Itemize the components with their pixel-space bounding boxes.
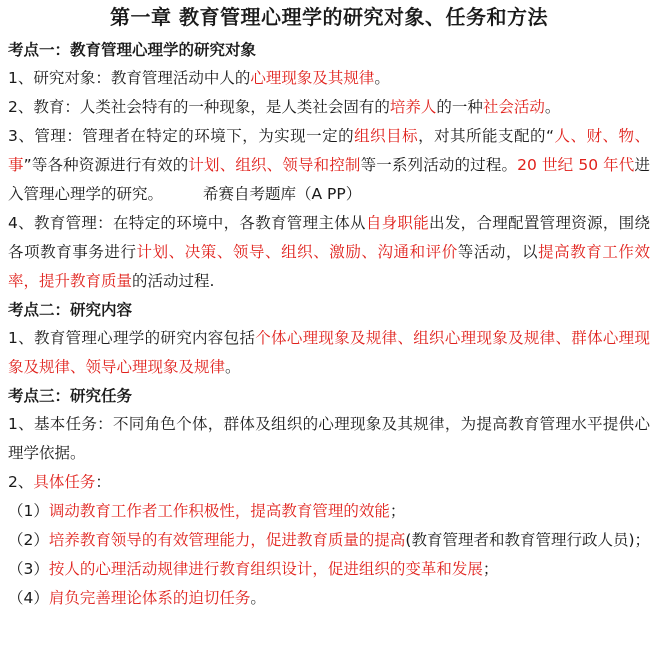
- text-run: (教育管理者和教育管理行政人员)；: [405, 531, 650, 549]
- highlighted-text: 培养教育领导的有效管理能力，促进教育质量的提高: [48, 531, 406, 549]
- text-run: ；: [389, 502, 406, 520]
- text-run: （1）: [8, 502, 49, 520]
- text-run: 的一种: [436, 98, 483, 116]
- text-run: 。: [225, 358, 241, 376]
- paragraph: [8, 410, 650, 468]
- document-body: [8, 36, 650, 613]
- text-run: ”等各种资源进行有效的: [23, 156, 189, 174]
- text-run: 1、基本任务：不同角色个体，群体及组织的心理现象及其规律，为提高教育管理水平提供心理学依据。: [8, 415, 650, 462]
- text-run: 进入管理心理学的研究。: [8, 156, 650, 203]
- paragraph: [8, 526, 650, 555]
- paragraph: [8, 93, 650, 122]
- highlighted-text: 社会活动: [482, 98, 545, 116]
- text-run: 2、: [8, 473, 34, 491]
- text-run: 2、教育：人类社会特有的一种现象，是人类社会固有的: [8, 98, 390, 116]
- paragraph: [8, 497, 650, 526]
- highlighted-text: 提高教育工作效率，提升教育质量: [8, 243, 650, 290]
- highlighted-text: 按人的心理活动规律进行教育组织设计，促进组织的变革和发展: [48, 560, 483, 578]
- highlighted-text: 20 世纪 50 年代: [517, 156, 635, 174]
- highlighted-text: 肩负完善理论体系的迫切任务: [48, 589, 251, 607]
- highlighted-text: 具体任务: [33, 473, 96, 491]
- section-heading: 考点二：研究内容: [8, 301, 133, 319]
- text-run: 等活动，以: [457, 243, 539, 261]
- text-run: 4、教育管理：在特定的环境中，各教育管理主体从: [8, 214, 366, 232]
- highlighted-text: 培养人: [389, 98, 437, 116]
- text-run: 1、教育管理心理学的研究内容包括: [8, 329, 256, 347]
- paragraph: [8, 468, 650, 497]
- highlighted-text: 计划、决策、领导、组织、激励、沟通和评价: [136, 243, 458, 261]
- text-run: （4）: [8, 589, 49, 607]
- paragraph: [8, 324, 650, 382]
- highlighted-text: 调动教育工作者工作积极性，提高教育管理的效能: [48, 502, 390, 520]
- text-run: 。: [250, 589, 266, 607]
- text-run: 3、管理：管理者在特定的环境下，为实现一定的: [8, 127, 355, 145]
- paragraph: [8, 555, 650, 584]
- text-run: ；: [482, 560, 499, 578]
- text-run: 希赛自考题库（A PP）: [203, 185, 362, 203]
- highlighted-text: 人、财、物、事: [8, 127, 650, 174]
- paragraph: [8, 209, 650, 296]
- text-run: 的活动过程.: [132, 272, 215, 290]
- text-run: 。: [374, 69, 390, 87]
- section-heading: 考点三：研究任务: [8, 387, 133, 405]
- text-run: ：: [95, 473, 111, 491]
- highlighted-text: 自身职能: [365, 214, 430, 232]
- highlighted-text: 个体心理现象及规律、组织心理现象及规律、群体心理现象及规律、领导心理现象及规律: [8, 329, 650, 376]
- text-run: （2）: [8, 531, 49, 549]
- highlighted-text: 心理现象及其规律: [250, 69, 375, 87]
- text-run: 1、研究对象：教育管理活动中人的: [8, 69, 251, 87]
- highlighted-text: 组织目标: [354, 127, 419, 145]
- paragraph: [8, 584, 650, 613]
- text-run: （3）: [8, 560, 49, 578]
- highlighted-text: 计划、组织、领导和控制: [188, 156, 361, 174]
- paragraph: [8, 64, 650, 93]
- paragraph: [8, 122, 650, 209]
- text-run: 。: [544, 98, 561, 116]
- text-run: 出发，合理配置管理资源，围绕各项教育事务进行: [8, 214, 650, 261]
- text-run: 等一系列活动的过程。: [360, 156, 518, 174]
- chapter-title: 第一章 教育管理心理学的研究对象、任务和方法: [110, 5, 548, 29]
- text-run: ，对其所能支配的“: [418, 127, 555, 145]
- section-heading: 考点一：教育管理心理学的研究对象: [8, 41, 257, 59]
